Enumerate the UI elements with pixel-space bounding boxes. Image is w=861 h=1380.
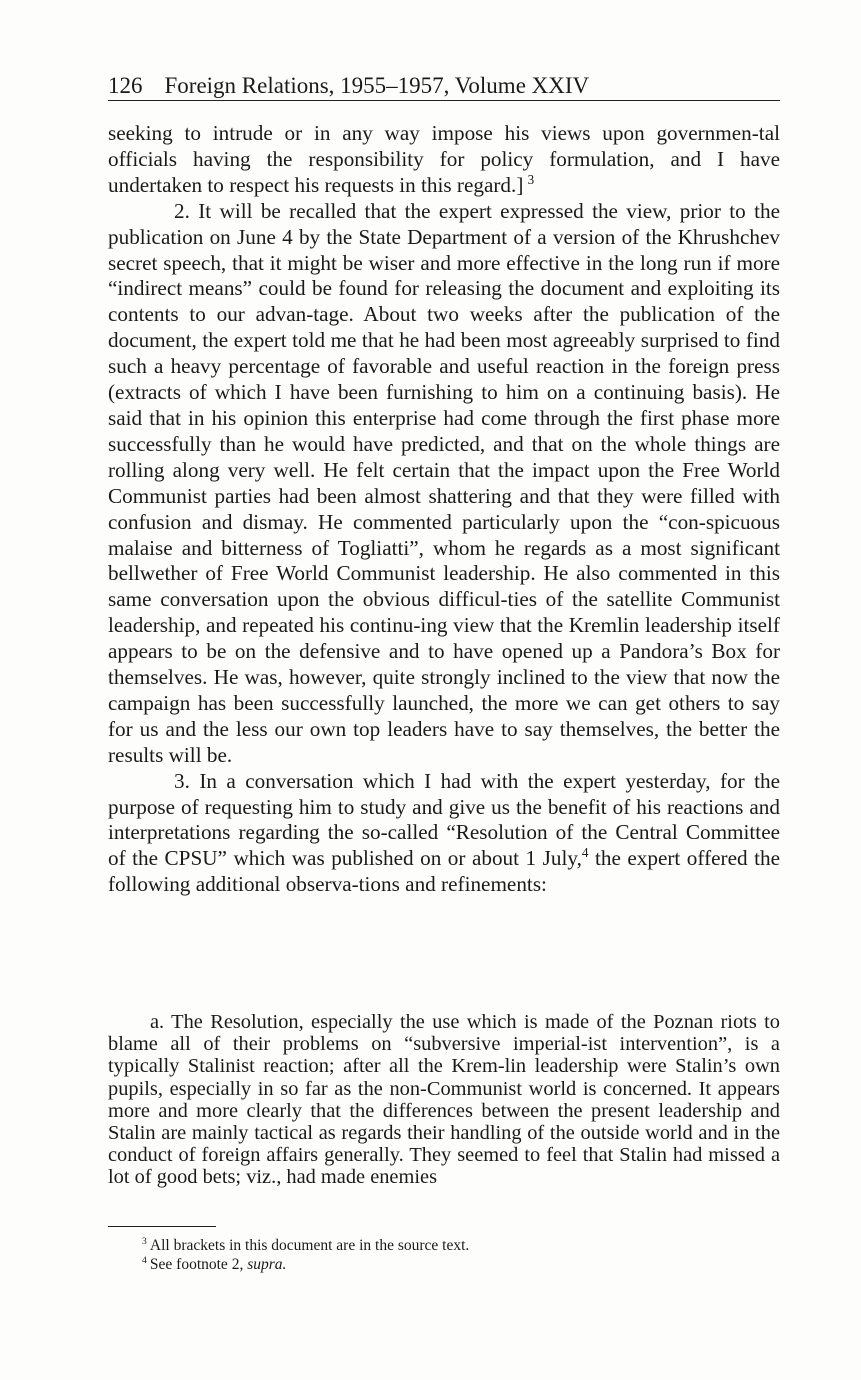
paragraph-2: 2. It will be recalled that the expert expressed the view, prior to the publication on June 4 by the State Department of a version of the Khrushchev secret speech, that it might be wiser and more effective in the long run if more “indirect means” could be found for releasing the document and exploiting its contents to our advan-tage. About two weeks after the publication of the document, the expert told me that he had been most agreeably surprised to find such a heavy percentage of favorable and useful reaction in the foreign press (extracts of which I have been furnishing to him on a continuing basis). He said that in his opinion this enterprise had come through the first phase more successfully than he would have predicted, and that on the whole things are rolling along very well. He felt certain that the impact upon the Free World Communist parties had been almost shattering and that they were filled with confusion and dismay. He commented particularly upon the “con-spicuous malaise and bitterness of Togliatti”, whom he regards as a most significant bellwether of Free World Communist leadership. He also commented in this same conversation upon the obvious difficul-ties of the satellite Communist leadership, and repeated his continu-ing view that the Kremlin leadership itself appears to be on the defensive and to have opened up a Pandora’s Box for themselves. He was, however, quite strongly inclined to the view that now the campaign has been successfully launched, the more we can get others to say for us and the less our own top leaders have to say themselves, the better the results will be.: [108, 198, 780, 767]
footnote-3-mark: 3: [142, 1236, 147, 1248]
footnote-3-text: All brackets in this document are in the source text.: [149, 1237, 470, 1254]
extract-block: [108, 1011, 780, 1189]
footnote-4-italic: supra.: [247, 1256, 287, 1273]
footnote-4-text: See footnote 2,: [149, 1256, 248, 1273]
paragraph-continued: [108, 121, 780, 199]
footnote-3: [108, 1236, 780, 1255]
running-header: [108, 72, 780, 101]
running-title: Foreign Relations, 1955–1957, Volume XXIV: [164, 73, 590, 98]
paragraph-3: [108, 769, 780, 899]
paragraph-1-text: seeking to intrude or in any way impose his views upon governmen-tal officials having the responsibility for policy formulation, and I have undertaken to respect his requests in this regard.]: [108, 121, 780, 197]
footnote-ref-4: 4: [581, 845, 589, 861]
footnote-4: [108, 1255, 780, 1274]
main-text: [108, 121, 780, 898]
paragraph-3-text-b: the expert offered the following additional observa-tions and refinements:: [108, 846, 780, 897]
page-number: 126: [108, 73, 143, 98]
paragraph-3-text-a: 3. In a conversation which I had with the expert yesterday, for the purpose of requesting him to study and give us the benefit of his reactions and interpretations regarding the so-called “Resolution of the Central Committee of the CPSU” which was published on or about 1 July,: [108, 768, 780, 871]
footnotes: [108, 1236, 780, 1274]
footnote-divider: [108, 1226, 216, 1227]
footnote-ref-3: 3: [527, 171, 535, 187]
footnote-4-mark: 4: [142, 1255, 147, 1267]
extract-paragraph-a: a. The Resolution, especially the use which is made of the Poznan riots to blame all of their problems on “subversive imperial-ist intervention”, is a typically Stalinist reaction; after all the Krem-lin leadership were Stalin’s own pupils, especially in so far as the non-Communist world is concerned. It appears more and more clearly that the differences between the present leadership and Stalin are mainly tactical as regards their handling of the outside world and in the conduct of foreign affairs generally. They seemed to feel that Stalin had missed a lot of good bets; viz., had made enemies: [108, 1011, 780, 1189]
